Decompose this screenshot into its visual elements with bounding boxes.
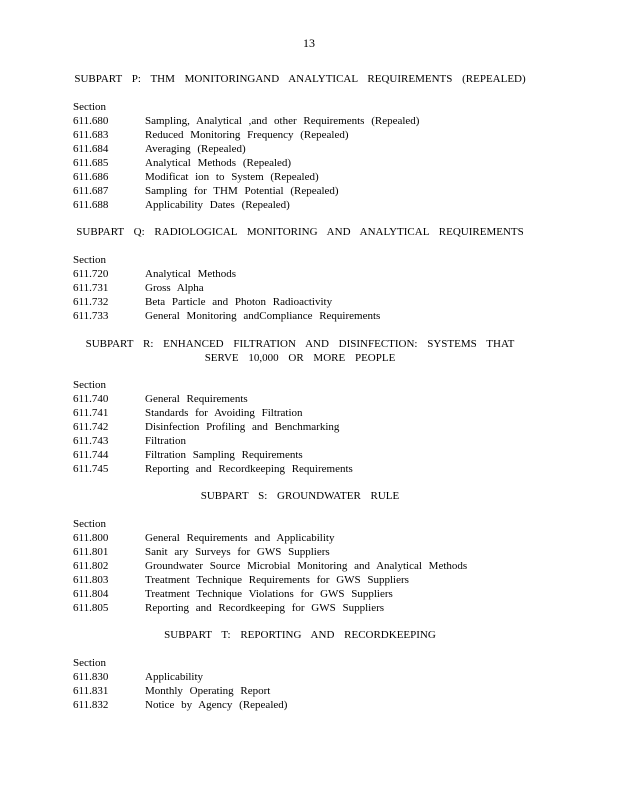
section-title: Applicability Dates (Repealed) — [145, 199, 290, 211]
list-item — [73, 156, 553, 170]
section-label: Section — [73, 657, 106, 669]
section-title: Beta Particle and Photon Radioactivity — [145, 296, 333, 308]
section-list — [73, 253, 553, 323]
section-title: Applicability — [145, 671, 204, 683]
list-item — [73, 170, 553, 184]
list-item — [73, 601, 553, 615]
section-number: 611.732 — [73, 296, 109, 308]
list-item — [73, 114, 553, 128]
section-number: 611.802 — [73, 560, 109, 572]
section-list — [73, 656, 553, 712]
list-item — [73, 448, 553, 462]
subpart-heading-line: SUBPART R: ENHANCED FILTRATION AND DISINFECTION: SYSTEMS THAT — [85, 338, 515, 350]
list-item — [73, 698, 553, 712]
section-title: Groundwater Source Microbial Monitoring and Analytical Methods — [145, 560, 468, 572]
section-title: Reporting and Recordkeeping for GWS Suppliers — [145, 602, 385, 614]
section-number: 611.800 — [73, 532, 109, 544]
section-number: 611.742 — [73, 421, 109, 433]
section-title: Analytical Methods (Repealed) — [145, 157, 292, 169]
list-item — [73, 142, 553, 156]
section-number: 611.731 — [73, 282, 109, 294]
subpart-heading — [60, 225, 540, 239]
section-number: 611.741 — [73, 407, 109, 419]
section-number: 611.733 — [73, 310, 109, 322]
section-title: Modificat ion to System (Repealed) — [145, 171, 319, 183]
list-item — [73, 267, 553, 281]
list-item — [73, 531, 553, 545]
section-number: 611.740 — [73, 393, 109, 405]
section-number: 611.831 — [73, 685, 109, 697]
subpart-heading-line: SERVE 10,000 OR MORE PEOPLE — [204, 352, 396, 364]
list-item — [73, 295, 553, 309]
list-item — [73, 198, 553, 212]
subpart-heading — [60, 72, 540, 86]
section-list — [73, 378, 553, 476]
list-item — [73, 573, 553, 587]
section-title: Disinfection Profiling and Benchmarking — [145, 421, 340, 433]
section-label: Section — [73, 254, 106, 266]
section-label: Section — [73, 518, 106, 530]
section-number: 611.745 — [73, 463, 109, 475]
section-title: Notice by Agency (Repealed) — [145, 699, 288, 711]
list-item — [73, 406, 553, 420]
section-title: Gross Alpha — [145, 282, 204, 294]
list-item — [73, 420, 553, 434]
section-number: 611.804 — [73, 588, 109, 600]
subpart-heading — [60, 489, 540, 503]
section-title: Reporting and Recordkeeping Requirements — [145, 463, 353, 475]
section-title: Filtration Sampling Requirements — [145, 449, 303, 461]
subpart-heading-line: SUBPART S: GROUNDWATER RULE — [200, 490, 400, 502]
section-title: Reduced Monitoring Frequency (Repealed) — [145, 129, 349, 141]
subpart-heading — [60, 628, 540, 642]
section-title: Sanit ary Surveys for GWS Suppliers — [145, 546, 330, 558]
section-label: Section — [73, 101, 106, 113]
section-list — [73, 100, 553, 212]
section-title: Analytical Methods — [145, 268, 237, 280]
section-number: 611.803 — [73, 574, 109, 586]
page-number: 13 — [303, 36, 315, 50]
section-title: Sampling, Analytical ,and other Requirements (Repealed) — [145, 115, 420, 127]
list-item — [73, 392, 553, 406]
subpart-heading-line: SUBPART Q: RADIOLOGICAL MONITORING AND ANALYTICAL REQUIREMENTS — [76, 226, 524, 238]
section-number: 611.685 — [73, 157, 109, 169]
section-number: 611.683 — [73, 129, 109, 141]
section-title: Treatment Technique Requirements for GWS Suppliers — [145, 574, 409, 586]
subpart-heading — [60, 337, 540, 365]
section-title: Monthly Operating Report — [145, 685, 271, 697]
section-number: 611.686 — [73, 171, 109, 183]
section-label: Section — [73, 379, 106, 391]
section-number: 611.744 — [73, 449, 109, 461]
list-item — [73, 184, 553, 198]
section-number: 611.688 — [73, 199, 109, 211]
section-number: 611.830 — [73, 671, 109, 683]
section-title: Averaging (Repealed) — [145, 143, 246, 155]
section-title: Sampling for THM Potential (Repealed) — [145, 185, 339, 197]
list-item — [73, 545, 553, 559]
list-item — [73, 128, 553, 142]
section-title: Treatment Technique Violations for GWS Suppliers — [145, 588, 393, 600]
list-item — [73, 281, 553, 295]
section-number: 611.805 — [73, 602, 109, 614]
section-number: 611.801 — [73, 546, 109, 558]
section-title: Standards for Avoiding Filtration — [145, 407, 303, 419]
list-item — [73, 559, 553, 573]
section-title: General Requirements — [145, 393, 248, 405]
section-number: 611.832 — [73, 699, 109, 711]
section-number: 611.743 — [73, 435, 109, 447]
section-list — [73, 517, 553, 615]
list-item — [73, 670, 553, 684]
list-item — [73, 587, 553, 601]
section-number: 611.684 — [73, 143, 109, 155]
subpart-heading-line: SUBPART T: REPORTING AND RECORDKEEPING — [164, 629, 436, 641]
list-item — [73, 462, 553, 476]
list-item — [73, 434, 553, 448]
section-number: 611.680 — [73, 115, 109, 127]
section-title: Filtration — [145, 435, 186, 447]
list-item — [73, 684, 553, 698]
list-item — [73, 309, 553, 323]
section-title: General Monitoring andCompliance Requirements — [145, 310, 381, 322]
subpart-heading-line: SUBPART P: THM MONITORINGAND ANALYTICAL REQUIREMENTS (REPEALED) — [74, 73, 526, 85]
section-number: 611.720 — [73, 268, 109, 280]
section-number: 611.687 — [73, 185, 109, 197]
section-title: General Requirements and Applicability — [145, 532, 335, 544]
